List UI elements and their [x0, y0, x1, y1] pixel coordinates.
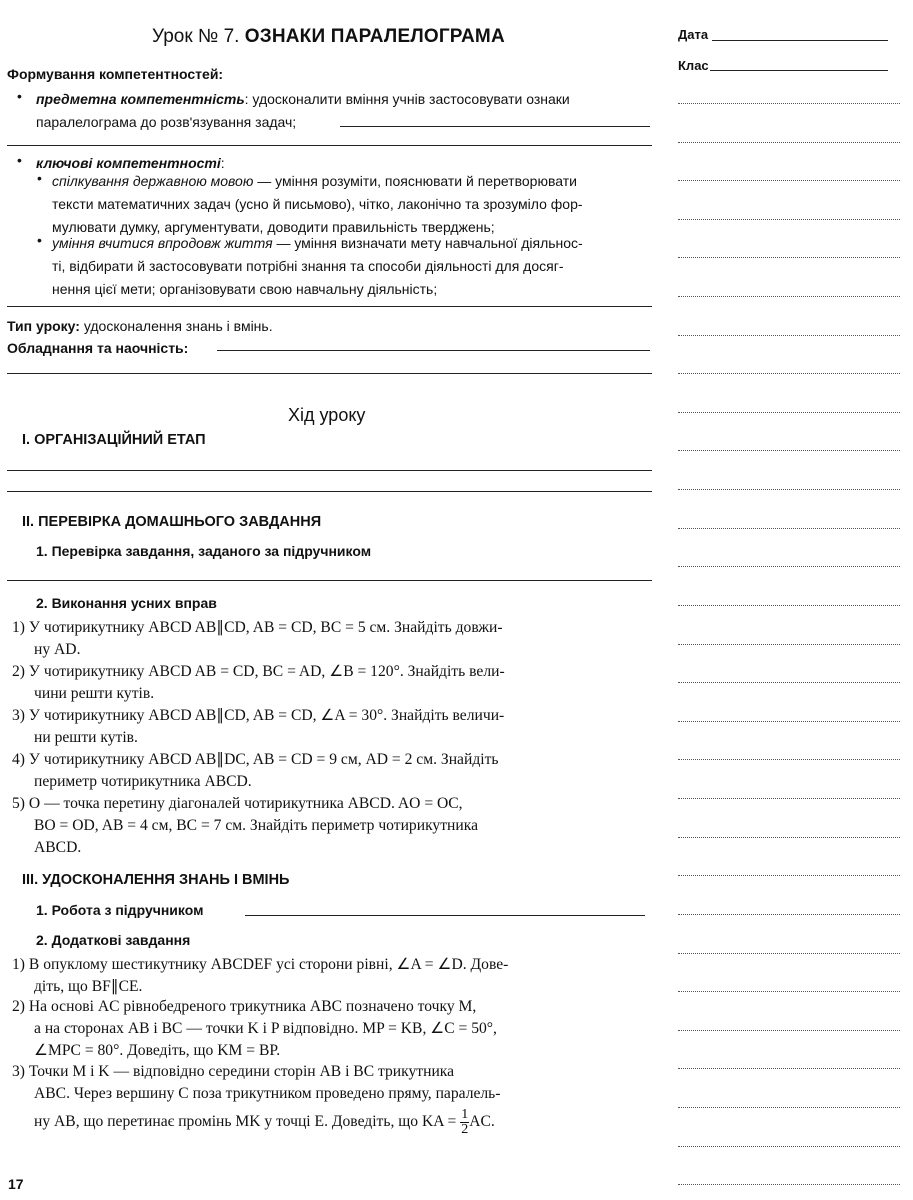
fill-line[interactable]	[217, 350, 650, 351]
section-homework: II. ПЕРЕВІРКА ДОМАШНЬОГО ЗАВДАННЯ	[22, 514, 322, 530]
task-text: ∠MPC = 80°. Доведіть, що KM = BP.	[34, 1042, 281, 1059]
oral-exercise	[12, 793, 657, 859]
exercise-number: 4)	[12, 751, 25, 768]
note-line[interactable]	[678, 296, 900, 297]
learn-text-2: ті, відбирати й застосовувати потрібні знання та способи діяльності для досяг-	[52, 258, 564, 274]
note-line[interactable]	[678, 1146, 900, 1147]
communication-competence	[52, 170, 662, 239]
note-line[interactable]	[678, 1184, 900, 1185]
bullet: •	[37, 170, 42, 186]
note-line[interactable]	[678, 759, 900, 760]
fill-line[interactable]	[340, 126, 650, 127]
note-line[interactable]	[678, 682, 900, 683]
fill-line[interactable]	[245, 915, 645, 916]
subsection-oral: 2. Виконання усних вправ	[36, 595, 217, 611]
learn-text-3: нення цієї мети; організовувати свою навчальну діяльність;	[52, 281, 438, 297]
note-line[interactable]	[678, 605, 900, 606]
note-line[interactable]	[678, 721, 900, 722]
task-number: 3)	[12, 1063, 25, 1080]
comm-text-2: тексти математичних задач (усно й письмово), чітко, лаконічно та зрозуміло фор-	[52, 196, 583, 212]
date-field[interactable]	[712, 40, 888, 41]
note-line[interactable]	[678, 1107, 900, 1108]
date-label: Дата	[678, 27, 709, 42]
section-improvement: III. УДОСКОНАЛЕННЯ ЗНАНЬ І ВМІНЬ	[22, 872, 290, 888]
note-line[interactable]	[678, 1068, 900, 1069]
note-line[interactable]	[678, 489, 900, 490]
fraction-denominator: 2	[461, 1121, 469, 1137]
lesson-title	[152, 26, 505, 48]
lesson-type-value: удосконалення знань і вмінь.	[79, 318, 273, 334]
fill-line[interactable]	[7, 491, 652, 492]
page-number: 17	[8, 1176, 24, 1192]
oral-exercise	[12, 617, 657, 661]
note-line[interactable]	[678, 1030, 900, 1031]
task-text: В опуклому шестикутнику ABCDEF усі сторони рівні, ∠A = ∠D. Дове-	[28, 956, 509, 973]
task-text: ABC. Через вершину C поза трикутником проведено пряму, паралель-	[34, 1085, 501, 1102]
exercise-text: ну AD.	[34, 641, 81, 658]
lesson-topic: ОЗНАКИ ПАРАЛЕЛОГРАМА	[244, 26, 505, 47]
subsection-extra: 2. Додаткові завдання	[36, 932, 191, 948]
exercise-text: чини решти кутів.	[34, 685, 155, 702]
colon: :	[220, 155, 225, 171]
comm-text-3: мулювати думку, аргументувати, доводити правильність тверджень;	[52, 219, 495, 235]
task-text: AC.	[469, 1113, 495, 1130]
learn-text-1: — уміння визначати мету навчальної діяльнос-	[272, 235, 583, 251]
note-line[interactable]	[678, 257, 900, 258]
fill-line[interactable]	[7, 373, 652, 374]
key-term: ключові компетентності	[36, 155, 221, 171]
note-line[interactable]	[678, 914, 900, 915]
note-line[interactable]	[678, 875, 900, 876]
exercise-text: У чотирикутнику ABCD AB∥CD, AB = CD, ∠A = 30°. Знайдіть величи-	[28, 707, 505, 724]
bullet: •	[17, 88, 22, 104]
exercise-text: ABCD.	[34, 839, 82, 856]
exercise-text: периметр чотирикутника ABCD.	[34, 773, 252, 790]
comm-text-1: — уміння розуміти, пояснювати й перетворювати	[253, 173, 577, 189]
exercise-number: 3)	[12, 707, 25, 724]
extra-task	[12, 996, 657, 1062]
subject-text: : удосконалити вміння учнів застосовувати ознаки	[244, 91, 570, 107]
note-line[interactable]	[678, 142, 900, 143]
class-field[interactable]	[710, 70, 888, 71]
task-number: 1)	[12, 956, 25, 973]
bullet: •	[17, 152, 22, 168]
equipment	[7, 337, 188, 360]
note-line[interactable]	[678, 953, 900, 954]
note-line[interactable]	[678, 528, 900, 529]
note-line[interactable]	[678, 219, 900, 220]
task-text: Точки M і K — відповідно середини сторін AB і BC трикутника	[28, 1063, 455, 1080]
bullet: •	[37, 232, 42, 248]
extra-task	[12, 954, 657, 998]
note-line[interactable]	[678, 644, 900, 645]
task-text: а на сторонах AB і BC — точки K і P відповідно. MP = KB, ∠C = 50°,	[34, 1020, 497, 1037]
exercise-number: 1)	[12, 619, 25, 636]
task-text: ну AB, що перетинає промінь MK у точці E. Доведіть, що KA =	[34, 1113, 457, 1130]
note-line[interactable]	[678, 335, 900, 336]
fill-line[interactable]	[7, 580, 652, 581]
note-line[interactable]	[678, 798, 900, 799]
communication-term: спілкування державною мовою	[52, 173, 254, 189]
note-line[interactable]	[678, 837, 900, 838]
subject-competence	[36, 88, 656, 134]
exercise-text: BO = OD, AB = 4 см, BC = 7 см. Знайдіть периметр чотирикутника	[34, 817, 478, 834]
course-heading: Хід уроку	[288, 405, 366, 425]
equipment-label: Обладнання та наочність:	[7, 340, 189, 356]
extra-task-line	[34, 1104, 674, 1140]
oral-exercise	[12, 705, 657, 749]
fill-line[interactable]	[7, 145, 652, 146]
note-line[interactable]	[678, 991, 900, 992]
subsection-textbook-check: 1. Перевірка завдання, заданого за підручником	[36, 543, 372, 559]
exercise-number: 2)	[12, 663, 25, 680]
exercise-number: 5)	[12, 795, 25, 812]
fraction	[460, 1108, 469, 1137]
task-text: діть, що BF∥CE.	[34, 978, 143, 995]
class-label: Клас	[678, 58, 709, 73]
subsection-textbook-work: 1. Робота з підручником	[36, 902, 204, 918]
note-line[interactable]	[678, 450, 900, 451]
note-line[interactable]	[678, 373, 900, 374]
exercise-text: У чотирикутнику ABCD AB∥CD, AB = CD, BC = 5 см. Знайдіть довжи-	[28, 619, 503, 636]
exercise-text: У чотирикутнику ABCD AB∥DC, AB = CD = 9 см, AD = 2 см. Знайдіть	[28, 751, 499, 768]
lesson-type-label: Тип уроку:	[7, 318, 80, 334]
learning-term: уміння вчитися впродовж життя	[52, 235, 273, 251]
fraction-numerator: 1	[461, 1106, 469, 1122]
fill-line[interactable]	[7, 306, 652, 307]
note-line[interactable]	[678, 566, 900, 567]
task-text: На основі AC рівнобедреного трикутника ABC позначено точку M,	[28, 998, 477, 1015]
task-number: 2)	[12, 998, 25, 1015]
lesson-type	[7, 315, 273, 338]
oral-exercise	[12, 749, 657, 793]
note-line[interactable]	[678, 103, 900, 104]
exercise-text: O — точка перетину діагоналей чотирикутника ABCD. AO = OC,	[28, 795, 463, 812]
subject-text-2: паралелограма до розв'язування задач;	[36, 114, 297, 130]
section-organizational: I. ОРГАНІЗАЦІЙНИЙ ЕТАП	[22, 432, 206, 448]
oral-exercise	[12, 661, 657, 705]
lesson-number: Урок № 7.	[152, 26, 240, 47]
extra-task	[12, 1061, 657, 1105]
exercise-text: У чотирикутнику ABCD AB = CD, BC = AD, ∠B = 120°. Знайдіть вели-	[28, 663, 505, 680]
exercise-text: ни решти кутів.	[34, 729, 138, 746]
fill-line[interactable]	[7, 470, 652, 471]
learning-competence	[52, 232, 662, 301]
competences-heading: Формування компетентностей:	[7, 66, 224, 82]
subject-term: предметна компетентність	[36, 91, 245, 107]
note-line[interactable]	[678, 412, 900, 413]
note-line[interactable]	[678, 180, 900, 181]
